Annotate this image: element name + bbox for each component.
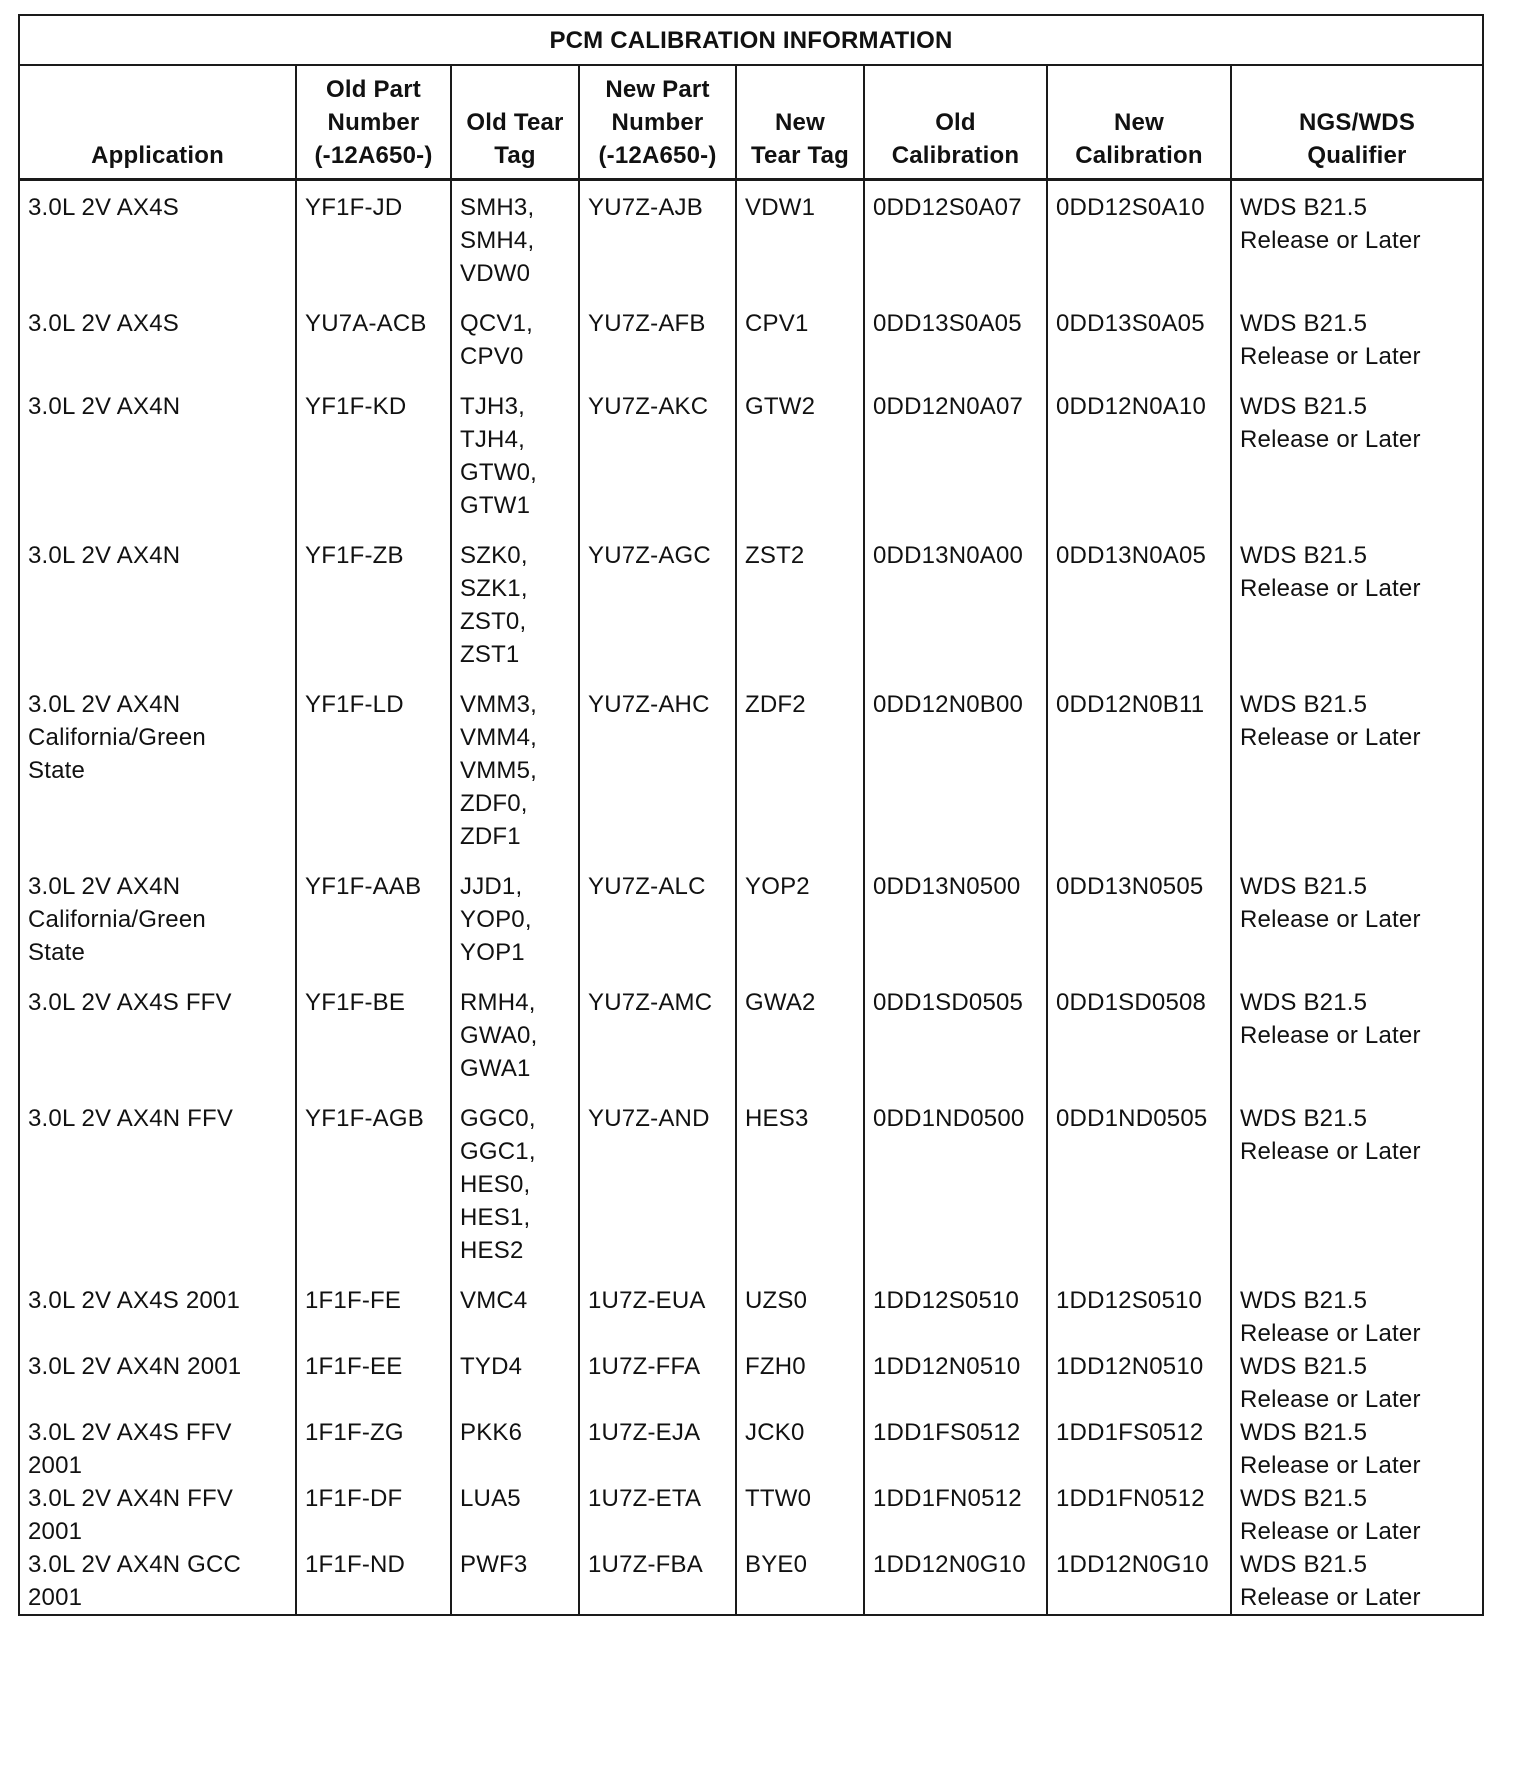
new-tear-tag-cell <box>736 688 864 870</box>
cell-text: 0DD12N0A10 <box>1056 393 1207 420</box>
old-calibration-cell <box>864 539 1047 688</box>
cell-text: WDS B21.5 <box>1240 873 1368 900</box>
old-calibration-cell <box>864 1416 1047 1482</box>
old-part-cell <box>296 390 451 539</box>
cell-text: YU7Z-AND <box>588 1105 710 1132</box>
qualifier-cell <box>1231 180 1483 308</box>
old-tear-tag-cell <box>451 1416 579 1482</box>
table-row <box>19 180 1483 308</box>
cell-text: YU7Z-AMC <box>588 989 713 1016</box>
cell-text: 1U7Z-ETA <box>588 1485 702 1512</box>
cell-text: YF1F-ZB <box>305 542 404 569</box>
cell-text: 3.0L 2V AX4S <box>28 194 179 221</box>
qualifier-cell <box>1231 688 1483 870</box>
header-text: Calibration <box>1075 142 1203 169</box>
cell-text: California/Green <box>28 906 206 933</box>
cell-text: YF1F-AGB <box>305 1105 424 1132</box>
cell-text: Release or Later <box>1240 1518 1421 1545</box>
header-qualifier <box>1231 65 1483 180</box>
cell-text: VMM4, <box>460 724 538 751</box>
header-text: Old <box>935 109 976 136</box>
cell-text: WDS B21.5 <box>1240 1353 1368 1380</box>
cell-text: YU7Z-AKC <box>588 393 709 420</box>
old-tear-tag-cell <box>451 539 579 688</box>
old-calibration-cell <box>864 1102 1047 1284</box>
old-tear-tag-cell <box>451 1350 579 1416</box>
cell-text: 1DD1FS0512 <box>873 1419 1021 1446</box>
header-row <box>19 65 1483 180</box>
application-cell <box>19 307 296 390</box>
cell-text: YF1F-KD <box>305 393 407 420</box>
header-old-tear-tag <box>451 65 579 180</box>
qualifier-cell <box>1231 1416 1483 1482</box>
cell-text: JJD1, <box>460 873 523 900</box>
cell-text: GWA0, <box>460 1022 538 1049</box>
header-text: Tear Tag <box>750 142 850 169</box>
qualifier-cell <box>1231 1548 1483 1615</box>
cell-text: PWF3 <box>460 1551 528 1578</box>
application-cell <box>19 688 296 870</box>
old-tear-tag-cell <box>451 390 579 539</box>
new-part-cell <box>579 1284 736 1350</box>
cell-text: 2001 <box>28 1452 83 1479</box>
cell-text: ZDF0, <box>460 790 528 817</box>
cell-text: 1F1F-DF <box>305 1485 403 1512</box>
cell-text: SZK0, <box>460 542 528 569</box>
header-text: Number <box>611 109 704 136</box>
old-tear-tag-cell <box>451 180 579 308</box>
cell-text: Release or Later <box>1240 227 1421 254</box>
cell-text: JCK0 <box>745 1419 805 1446</box>
cell-text: LUA5 <box>460 1485 521 1512</box>
cell-text: VDW1 <box>745 194 816 221</box>
application-cell <box>19 1416 296 1482</box>
cell-text: YU7Z-AJB <box>588 194 703 221</box>
old-part-cell <box>296 1416 451 1482</box>
cell-text: 1DD12N0510 <box>873 1353 1021 1380</box>
cell-text: Release or Later <box>1240 724 1421 751</box>
cell-text: YU7Z-AHC <box>588 691 710 718</box>
cell-text: 1DD12N0G10 <box>873 1551 1026 1578</box>
cell-text: WDS B21.5 <box>1240 194 1368 221</box>
cell-text: ZST1 <box>460 641 520 668</box>
cell-text: 1U7Z-FFA <box>588 1353 701 1380</box>
new-part-cell <box>579 870 736 986</box>
cell-text: 0DD12N0A07 <box>873 393 1024 420</box>
table-row <box>19 1350 1483 1416</box>
cell-text: FZH0 <box>745 1353 806 1380</box>
cell-text: 3.0L 2V AX4N <box>28 393 181 420</box>
header-old-part-number <box>296 65 451 180</box>
header-text: New <box>1114 109 1164 136</box>
cell-text: 0DD1SD0508 <box>1056 989 1207 1016</box>
old-tear-tag-cell <box>451 870 579 986</box>
new-part-cell <box>579 390 736 539</box>
cell-text: WDS B21.5 <box>1240 1551 1368 1578</box>
cell-text: WDS B21.5 <box>1240 1485 1368 1512</box>
old-calibration-cell <box>864 870 1047 986</box>
cell-text: VMM3, <box>460 691 538 718</box>
cell-text: 0DD12N0B11 <box>1056 691 1205 718</box>
cell-text: ZST0, <box>460 608 527 635</box>
qualifier-cell <box>1231 539 1483 688</box>
cell-text: GGC0, <box>460 1105 536 1132</box>
old-tear-tag-cell <box>451 1482 579 1548</box>
old-tear-tag-cell <box>451 307 579 390</box>
new-part-cell <box>579 180 736 308</box>
cell-text: TJH4, <box>460 426 526 453</box>
cell-text: 1F1F-ND <box>305 1551 406 1578</box>
old-part-cell <box>296 688 451 870</box>
table-row <box>19 307 1483 390</box>
application-cell <box>19 986 296 1102</box>
qualifier-cell <box>1231 307 1483 390</box>
cell-text: SMH3, <box>460 194 535 221</box>
new-part-cell <box>579 1482 736 1548</box>
new-calibration-cell <box>1047 1482 1231 1548</box>
table-row <box>19 539 1483 688</box>
qualifier-cell <box>1231 1482 1483 1548</box>
header-text: New <box>775 109 825 136</box>
new-part-cell <box>579 1350 736 1416</box>
cell-text: RMH4, <box>460 989 536 1016</box>
calibration-table-container <box>18 14 1482 1742</box>
cell-text: HES0, <box>460 1171 531 1198</box>
cell-text: HES3 <box>745 1105 809 1132</box>
new-tear-tag-cell <box>736 986 864 1102</box>
cell-text: 1U7Z-EJA <box>588 1419 701 1446</box>
cell-text: HES1, <box>460 1204 531 1231</box>
cell-text: WDS B21.5 <box>1240 1105 1368 1132</box>
table-row <box>19 870 1483 986</box>
cell-text: 0DD1SD0505 <box>873 989 1024 1016</box>
new-calibration-cell <box>1047 1548 1231 1615</box>
old-calibration-cell <box>864 1482 1047 1548</box>
cell-text: YOP1 <box>460 939 525 966</box>
cell-text: GWA2 <box>745 989 816 1016</box>
new-tear-tag-cell <box>736 870 864 986</box>
application-cell <box>19 1102 296 1284</box>
header-new-part-number <box>579 65 736 180</box>
cell-text: GTW0, <box>460 459 537 486</box>
old-calibration-cell <box>864 307 1047 390</box>
new-tear-tag-cell <box>736 1284 864 1350</box>
cell-text: 0DD12S0A10 <box>1056 194 1205 221</box>
cell-text: 1DD1FN0512 <box>1056 1485 1205 1512</box>
cell-text: Release or Later <box>1240 575 1421 602</box>
new-tear-tag-cell <box>736 180 864 308</box>
cell-text: WDS B21.5 <box>1240 542 1368 569</box>
new-tear-tag-cell <box>736 307 864 390</box>
cell-text: ZDF2 <box>745 691 806 718</box>
cell-text: 0DD12S0A07 <box>873 194 1022 221</box>
new-calibration-cell <box>1047 1350 1231 1416</box>
header-text: (-12A650-) <box>598 142 717 169</box>
cell-text: SMH4, <box>460 227 535 254</box>
application-cell <box>19 390 296 539</box>
table-row <box>19 1548 1483 1615</box>
cell-text: WDS B21.5 <box>1240 1287 1368 1314</box>
cell-text: YF1F-AAB <box>305 873 422 900</box>
header-text: Number <box>327 109 420 136</box>
old-part-cell <box>296 1102 451 1284</box>
new-calibration-cell <box>1047 1102 1231 1284</box>
cell-text: Release or Later <box>1240 343 1421 370</box>
new-calibration-cell <box>1047 307 1231 390</box>
new-part-cell <box>579 986 736 1102</box>
cell-text: Release or Later <box>1240 1452 1421 1479</box>
old-tear-tag-cell <box>451 1102 579 1284</box>
cell-text: YU7Z-ALC <box>588 873 706 900</box>
table-row <box>19 986 1483 1102</box>
table-row <box>19 1416 1483 1482</box>
header-text: New Part <box>605 76 710 103</box>
cell-text: 0DD13N0A05 <box>1056 542 1207 569</box>
cell-text: WDS B21.5 <box>1240 691 1368 718</box>
cell-text: HES2 <box>460 1237 524 1264</box>
qualifier-cell <box>1231 1102 1483 1284</box>
old-part-cell <box>296 870 451 986</box>
application-cell <box>19 539 296 688</box>
cell-text: 0DD1ND0500 <box>873 1105 1025 1132</box>
new-calibration-cell <box>1047 1416 1231 1482</box>
qualifier-cell <box>1231 390 1483 539</box>
cell-text: TTW0 <box>745 1485 812 1512</box>
header-old-calibration <box>864 65 1047 180</box>
cell-text: VMM5, <box>460 757 538 784</box>
old-tear-tag-cell <box>451 688 579 870</box>
old-calibration-cell <box>864 1350 1047 1416</box>
cell-text: 0DD12N0B00 <box>873 691 1024 718</box>
old-tear-tag-cell <box>451 1284 579 1350</box>
new-part-cell <box>579 1102 736 1284</box>
cell-text: Release or Later <box>1240 1138 1421 1165</box>
cell-text: 1DD1FS0512 <box>1056 1419 1204 1446</box>
application-cell <box>19 180 296 308</box>
new-tear-tag-cell <box>736 1482 864 1548</box>
cell-text: YOP2 <box>745 873 810 900</box>
qualifier-cell <box>1231 1284 1483 1350</box>
cell-text: 0DD13N0A00 <box>873 542 1024 569</box>
cell-text: 3.0L 2V AX4N <box>28 691 181 718</box>
cell-text: BYE0 <box>745 1551 808 1578</box>
new-calibration-cell <box>1047 986 1231 1102</box>
cell-text: 2001 <box>28 1584 83 1611</box>
cell-text: Release or Later <box>1240 906 1421 933</box>
cell-text: 1F1F-ZG <box>305 1419 404 1446</box>
cell-text: YF1F-JD <box>305 194 403 221</box>
cell-text: 0DD13S0A05 <box>873 310 1022 337</box>
old-calibration-cell <box>864 1284 1047 1350</box>
pcm-calibration-table <box>18 14 1484 1616</box>
cell-text: YF1F-LD <box>305 691 404 718</box>
cell-text: California/Green <box>28 724 206 751</box>
cell-text: 3.0L 2V AX4N FFV <box>28 1485 234 1512</box>
cell-text: GWA1 <box>460 1055 531 1082</box>
old-part-cell <box>296 180 451 308</box>
header-text: (-12A650-) <box>314 142 433 169</box>
table-row <box>19 1482 1483 1548</box>
new-part-cell <box>579 539 736 688</box>
new-calibration-cell <box>1047 180 1231 308</box>
new-part-cell <box>579 307 736 390</box>
cell-text: SZK1, <box>460 575 528 602</box>
cell-text: UZS0 <box>745 1287 808 1314</box>
cell-text: 1DD12N0G10 <box>1056 1551 1209 1578</box>
new-calibration-cell <box>1047 688 1231 870</box>
cell-text: TJH3, <box>460 393 526 420</box>
cell-text: YU7Z-AFB <box>588 310 706 337</box>
cell-text: State <box>28 939 86 966</box>
cell-text: 0DD1ND0505 <box>1056 1105 1208 1132</box>
old-part-cell <box>296 307 451 390</box>
cell-text: 3.0L 2V AX4S FFV <box>28 989 232 1016</box>
new-tear-tag-cell <box>736 1416 864 1482</box>
application-cell <box>19 1284 296 1350</box>
cell-text: VMC4 <box>460 1287 528 1314</box>
cell-text: WDS B21.5 <box>1240 1419 1368 1446</box>
cell-text: VDW0 <box>460 260 531 287</box>
cell-text: 0DD13N0500 <box>873 873 1021 900</box>
header-text: Old Part <box>326 76 421 103</box>
header-text: NGS/WDS <box>1298 109 1416 136</box>
cell-text: YOP0, <box>460 906 532 933</box>
old-part-cell <box>296 1548 451 1615</box>
qualifier-cell <box>1231 986 1483 1102</box>
cell-text: 3.0L 2V AX4S FFV <box>28 1419 232 1446</box>
cell-text: 3.0L 2V AX4N <box>28 542 181 569</box>
cell-text: Release or Later <box>1240 1320 1421 1347</box>
cell-text: 1U7Z-FBA <box>588 1551 703 1578</box>
new-tear-tag-cell <box>736 1102 864 1284</box>
cell-text: Release or Later <box>1240 1386 1421 1413</box>
old-tear-tag-cell <box>451 1548 579 1615</box>
table-row <box>19 1102 1483 1284</box>
header-text: Tag <box>494 142 536 169</box>
cell-text: Release or Later <box>1240 1022 1421 1049</box>
cell-text: YF1F-BE <box>305 989 406 1016</box>
cell-text: 0DD13S0A05 <box>1056 310 1205 337</box>
cell-text: 1DD12S0510 <box>873 1287 1020 1314</box>
cell-text: 2001 <box>28 1518 83 1545</box>
header-new-tear-tag <box>736 65 864 180</box>
cell-text: CPV1 <box>745 310 809 337</box>
header-text: Qualifier <box>1307 142 1407 169</box>
table-row <box>19 390 1483 539</box>
new-tear-tag-cell <box>736 390 864 539</box>
new-tear-tag-cell <box>736 539 864 688</box>
header-text: Application <box>91 142 224 169</box>
cell-text: WDS B21.5 <box>1240 310 1368 337</box>
table-title: PCM CALIBRATION INFORMATION <box>19 15 1483 65</box>
cell-text: 3.0L 2V AX4N GCC <box>28 1551 242 1578</box>
new-tear-tag-cell <box>736 1350 864 1416</box>
header-text: Old Tear <box>466 109 564 136</box>
cell-text: ZDF1 <box>460 823 521 850</box>
cell-text: 1F1F-EE <box>305 1353 403 1380</box>
cell-text: GTW2 <box>745 393 816 420</box>
cell-text: 1DD1FN0512 <box>873 1485 1022 1512</box>
old-calibration-cell <box>864 688 1047 870</box>
new-calibration-cell <box>1047 1284 1231 1350</box>
cell-text: ZST2 <box>745 542 805 569</box>
old-part-cell <box>296 1284 451 1350</box>
cell-text: WDS B21.5 <box>1240 393 1368 420</box>
application-cell <box>19 1482 296 1548</box>
header-new-calibration <box>1047 65 1231 180</box>
qualifier-cell <box>1231 870 1483 986</box>
new-part-cell <box>579 1548 736 1615</box>
cell-text: YU7Z-AGC <box>588 542 711 569</box>
cell-text: TYD4 <box>460 1353 523 1380</box>
new-tear-tag-cell <box>736 1548 864 1615</box>
old-part-cell <box>296 1350 451 1416</box>
new-part-cell <box>579 688 736 870</box>
qualifier-cell <box>1231 1350 1483 1416</box>
cell-text: 3.0L 2V AX4S 2001 <box>28 1287 241 1314</box>
old-calibration-cell <box>864 390 1047 539</box>
cell-text: GGC1, <box>460 1138 536 1165</box>
old-part-cell <box>296 1482 451 1548</box>
new-calibration-cell <box>1047 539 1231 688</box>
cell-text: 3.0L 2V AX4N 2001 <box>28 1353 242 1380</box>
new-calibration-cell <box>1047 390 1231 539</box>
application-cell <box>19 1350 296 1416</box>
cell-text: 1F1F-FE <box>305 1287 402 1314</box>
application-cell <box>19 1548 296 1615</box>
cell-text: 1DD12N0510 <box>1056 1353 1204 1380</box>
cell-text: 3.0L 2V AX4S <box>28 310 179 337</box>
old-calibration-cell <box>864 1548 1047 1615</box>
table-row <box>19 1284 1483 1350</box>
old-part-cell <box>296 986 451 1102</box>
old-part-cell <box>296 539 451 688</box>
cell-text: PKK6 <box>460 1419 523 1446</box>
cell-text: State <box>28 757 86 784</box>
cell-text: WDS B21.5 <box>1240 989 1368 1016</box>
cell-text: 3.0L 2V AX4N FFV <box>28 1105 234 1132</box>
old-calibration-cell <box>864 986 1047 1102</box>
new-part-cell <box>579 1416 736 1482</box>
header-application <box>19 65 296 180</box>
header-text: Calibration <box>891 142 1020 169</box>
cell-text: YU7A-ACB <box>305 310 427 337</box>
cell-text: 0DD13N0505 <box>1056 873 1204 900</box>
table-row <box>19 688 1483 870</box>
cell-text: Release or Later <box>1240 1584 1421 1611</box>
application-cell <box>19 870 296 986</box>
cell-text: CPV0 <box>460 343 524 370</box>
old-calibration-cell <box>864 180 1047 308</box>
cell-text: 3.0L 2V AX4N <box>28 873 181 900</box>
table-body <box>19 180 1483 1616</box>
cell-text: 1U7Z-EUA <box>588 1287 706 1314</box>
cell-text: GTW1 <box>460 492 531 519</box>
cell-text: QCV1, <box>460 310 534 337</box>
cell-text: 1DD12S0510 <box>1056 1287 1203 1314</box>
cell-text: Release or Later <box>1240 426 1421 453</box>
old-tear-tag-cell <box>451 986 579 1102</box>
new-calibration-cell <box>1047 870 1231 986</box>
